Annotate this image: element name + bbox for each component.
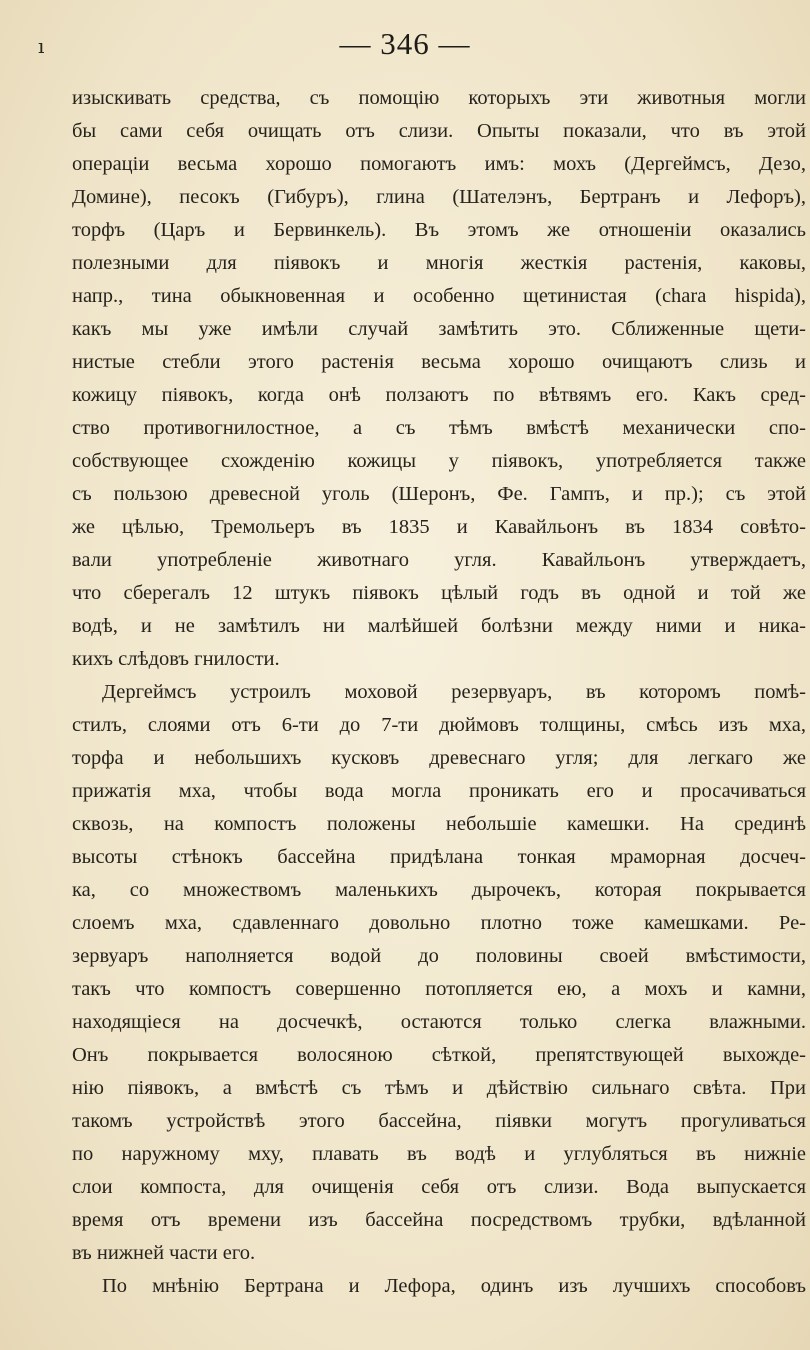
text-line: изыскивать средства, съ помощію которыхъ эти животныя могли — [72, 87, 806, 109]
text-line: съ пользою древесной уголь (Шеронъ, Фе. Гампъ, и пр.); съ этой — [72, 483, 806, 505]
text-line: Домине), песокъ (Гибуръ), глина (Шателэнъ, Бертранъ и Лефоръ), — [72, 186, 806, 208]
text-line: находящіеся на досчечкѣ, остаются только слегка влажными. — [72, 1011, 806, 1033]
text-line: сквозь, на компостъ положены небольшіе камешки. На срединѣ — [72, 813, 806, 835]
paragraph-start-line: По мнѣнію Бертрана и Лефора, одинъ изъ лучшихъ способовъ — [102, 1275, 806, 1297]
text-line: такомъ устройствѣ этого бассейна, піявки могутъ прогуливаться — [72, 1110, 806, 1132]
text-line: полезными для піявокъ и многія жесткія растенія, каковы, — [72, 252, 806, 274]
text-line: нистые стебли этого растенія весьма хорошо очищаютъ слизь и — [72, 351, 806, 373]
text-line: слои компоста, для очищенія себя отъ слизи. Вода выпускается — [72, 1176, 806, 1198]
paragraph-start-line: Дергеймсъ устроилъ моховой резервуаръ, въ которомъ помѣ- — [102, 681, 806, 703]
text-line: по наружному мху, плавать въ водѣ и углубляться въ нижніе — [72, 1143, 806, 1165]
text-line: Онъ покрывается волосяною сѣткой, препятствующей выхожде- — [72, 1044, 806, 1066]
text-line: собствующее схожденію кожицы у піявокъ, употребляется также — [72, 450, 806, 472]
text-line: кожицу піявокъ, когда онѣ ползаютъ по вѣтвямъ его. Какъ сред- — [72, 384, 806, 406]
text-line: высоты стѣнокъ бассейна придѣлана тонкая мраморная досчеч- — [72, 846, 806, 868]
text-line: напр., тина обыкновенная и особенно щетинистая (chara hispida), — [72, 285, 806, 307]
text-line: торфъ (Царъ и Бервинкель). Въ этомъ же отношеніи оказались — [72, 219, 806, 241]
text-line: вали употребленіе животнаго угля. Кавайльонъ утверждаетъ, — [72, 549, 806, 571]
text-line: нію піявокъ, а вмѣстѣ съ тѣмъ и дѣйствію сильнаго свѣта. При — [72, 1077, 806, 1099]
text-line: прижатія мха, чтобы вода могла проникать его и просачиваться — [72, 780, 806, 802]
text-line: зервуаръ наполняется водой до половины своей вмѣстимости, — [72, 945, 806, 967]
text-line: такъ что компостъ совершенно потопляется ею, а мохъ и камни, — [72, 978, 806, 1000]
text-line: что сберегалъ 12 штукъ піявокъ цѣлый годъ въ одной и той же — [72, 582, 806, 604]
text-line: же цѣлью, Тремольеръ въ 1835 и Кавайльонъ въ 1834 совѣто- — [72, 516, 806, 538]
page-number: — 346 — — [339, 26, 471, 61]
text-line: ка, со множествомъ маленькихъ дырочекъ, которая покрывается — [72, 879, 806, 901]
paragraph-end-line: кихъ слѣдовъ гнилости. — [72, 648, 280, 670]
text-line: бы сами себя очищать отъ слизи. Опыты показали, что въ этой — [72, 120, 806, 142]
body-text — [72, 82, 806, 1303]
paragraph-end-line: въ нижней части его. — [72, 1242, 256, 1264]
text-line: какъ мы уже имѣли случай замѣтить это. Сближенные щети- — [72, 318, 806, 340]
text-line: слоемъ мха, сдавленнаго довольно плотно тоже камешками. Ре- — [72, 912, 806, 934]
text-line: ство противогнилостное, а съ тѣмъ вмѣстѣ механически спо- — [72, 417, 806, 439]
text-line: водѣ, и не замѣтилъ ни малѣйшей болѣзни между ними и ника- — [72, 615, 806, 637]
margin-mark: ı — [38, 34, 45, 58]
text-line: операціи весьма хорошо помогаютъ имъ: мохъ (Дергеймсъ, Дезо, — [72, 153, 806, 175]
text-line: стилъ, слоями отъ 6-ти до 7-ти дюймовъ толщины, смѣсь изъ мха, — [72, 714, 806, 736]
text-line: торфа и небольшихъ кусковъ древеснаго угля; для легкаго же — [72, 747, 806, 769]
text-line: время отъ времени изъ бассейна посредствомъ трубки, вдѣланной — [72, 1209, 806, 1231]
